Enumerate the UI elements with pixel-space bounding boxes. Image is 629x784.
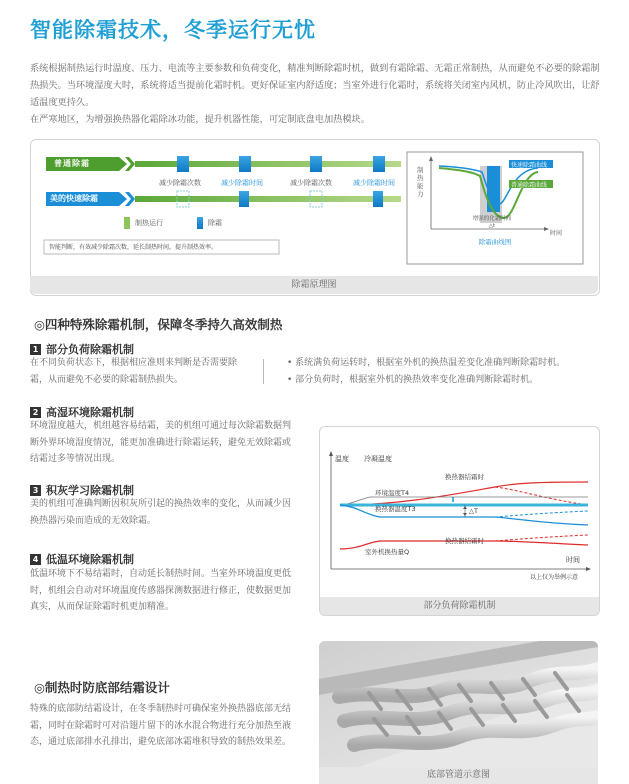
mechanism-1-bullets bbox=[287, 355, 565, 389]
mechanism-1-text: 在不同负荷状态下，根据相应准则来判断是否需要除霜，从而避免不必要的除霜制热损失。 bbox=[30, 358, 238, 385]
mechanism-title: 部分负荷除霜机制 bbox=[46, 343, 134, 356]
defrost-block bbox=[310, 156, 322, 172]
defrost-note: 智能判断，有效减少除霜次数，延长制热时间，提升制热效率。 bbox=[49, 244, 218, 251]
annotation-reduce-count: 减少除霜次数 bbox=[290, 179, 332, 187]
mechanism-number: 1 bbox=[30, 344, 41, 355]
annotation-shorten-time: 减少除霜时间 bbox=[221, 179, 263, 187]
normal-curve-legend-label: 普通除霜曲线 bbox=[511, 182, 548, 189]
chart-note: 以上仅为举例示意 bbox=[530, 574, 579, 581]
heat-legend-label: 制热运行 bbox=[135, 219, 163, 227]
mechanism-title: 积灰学习除霜机制 bbox=[46, 484, 134, 497]
mechanism-3-text: 美的机组可准确判断因积灰所引起的换热效率的变化，从而减少因换热器污染而造成的无效除霜。 bbox=[30, 499, 292, 526]
partial-load-caption: 部分负荷除霜机制 bbox=[320, 597, 599, 615]
defrost-block bbox=[373, 191, 383, 207]
bullet-item: • 部分负荷时，根据室外机的换热效率变化准确判断除霜时机。 bbox=[287, 375, 539, 385]
defrost-block bbox=[239, 191, 249, 207]
divider bbox=[263, 359, 264, 384]
defrost-block bbox=[373, 156, 385, 172]
mechanism-2-text: 环境湿度越大，机组越容易结霜，美的机组可通过每次除霜数据判断外界环境湿度情况，能更加准确进行除霜运转，避免无效除霜或结霜过多等情况出现。 bbox=[30, 421, 292, 464]
page-title: 智能除霜技术，冬季运行无忧 bbox=[30, 18, 316, 42]
fast-heating-bar bbox=[135, 196, 401, 202]
defrost-block bbox=[177, 156, 189, 172]
mechanism-4-text: 低温环境下不易结霜时，自动延长制热时间。当室外环境温度更低时，机组会自动对环境温度传感器探测数据进行修正，使数据更加真实，从而保证除霜时机更加精准。 bbox=[30, 569, 292, 612]
curve-caption: 除霜曲线图 bbox=[478, 238, 512, 246]
defrost-principle-panel bbox=[30, 139, 600, 296]
normal-defrost-label: 普通除霜 bbox=[54, 159, 90, 168]
bottom-pipe-illustration bbox=[319, 641, 598, 784]
section-bottom-title: ◎制热时防底部结霜设计 bbox=[34, 680, 170, 695]
heat-legend-swatch bbox=[124, 217, 130, 229]
defrost-legend-label: 除霜 bbox=[208, 219, 222, 227]
chart-frost-label-2: 换热器结霜时 bbox=[445, 537, 484, 545]
chart-t4-label: 环境温度T4 bbox=[375, 489, 410, 497]
section-mechanisms-title: ◎四种特殊除霜机制，保障冬季持久高效制热 bbox=[34, 317, 283, 332]
defrost-principle-caption: 除霜原理图 bbox=[30, 276, 598, 294]
bullet-item: • 系统满负荷运转时，根据室外机的换热温差变化准确判断除霜时机。 bbox=[287, 358, 566, 368]
annotation-reduce-count: 减少除霜次数 bbox=[159, 179, 201, 187]
chart-y-label: 温度 bbox=[335, 455, 349, 463]
mechanism-4-header bbox=[30, 551, 134, 567]
chart-humid-label: 冷凝温度 bbox=[364, 455, 392, 463]
fast-defrost-label: 美的快速除霜 bbox=[50, 194, 98, 203]
curve-note: 增强的化霜时间△t bbox=[472, 216, 512, 229]
mechanism-title: 高湿环境除霜机制 bbox=[46, 406, 134, 419]
defrost-legend-swatch bbox=[197, 217, 203, 229]
normal-heating-bar bbox=[135, 161, 401, 167]
curve-y-label: 制热能力 bbox=[417, 166, 424, 198]
chart-delta-label: △T bbox=[469, 507, 478, 515]
annotation-shorten-time: 减少除霜时间 bbox=[353, 179, 395, 187]
mechanism-number: 4 bbox=[30, 554, 41, 565]
bottom-design-text: 特殊的底部防结霜设计，在冬季制热时可确保室外换热器底部无结霜，同时在除霜时可对沿翅片留下的冰水混合物进行充分加热至液态，通过底部排水孔排出，避免底部冰霜堆积导致的制热效果差。 bbox=[30, 704, 292, 747]
bottom-pipe-caption: 底部管道示意图 bbox=[319, 767, 598, 784]
intro-paragraph: 在严寒地区，为增强换热器化霜除冰功能，提升机器性能，可定制底盘电加热模块。 bbox=[30, 114, 370, 125]
intro-text bbox=[30, 60, 602, 128]
mechanism-number: 2 bbox=[30, 407, 41, 418]
curve-x-label: 时间 bbox=[550, 230, 563, 237]
pipe-drawing bbox=[319, 641, 598, 767]
chart-q-label: 室外机换热量Q bbox=[365, 548, 410, 556]
chart-t3-label: 换热器温度T3 bbox=[375, 505, 416, 513]
defrost-block bbox=[239, 156, 251, 172]
chart-frost-label: 换热器结霜时 bbox=[445, 473, 484, 481]
mechanism-title: 低温环境除霜机制 bbox=[46, 553, 134, 566]
intro-paragraph: 系统根据制热运行时温度、压力、电流等主要参数和负荷变化，精准判断除霜时机，做到有霜除霜、无霜正常制热，从而避免不必要的除霜制热损失。当环境湿度大时，系统将适当提前化霜时机。更好保证室内舒适度；当室外进行化霜时，系统将关闭室内风机，防止冷风吹出，让舒适温度更持久。 bbox=[30, 63, 600, 108]
chart-x-label: 时间 bbox=[566, 556, 580, 564]
mechanism-number: 3 bbox=[30, 485, 41, 496]
fast-curve-legend-label: 快速除霜曲线 bbox=[511, 162, 548, 169]
partial-load-chart bbox=[319, 426, 600, 616]
